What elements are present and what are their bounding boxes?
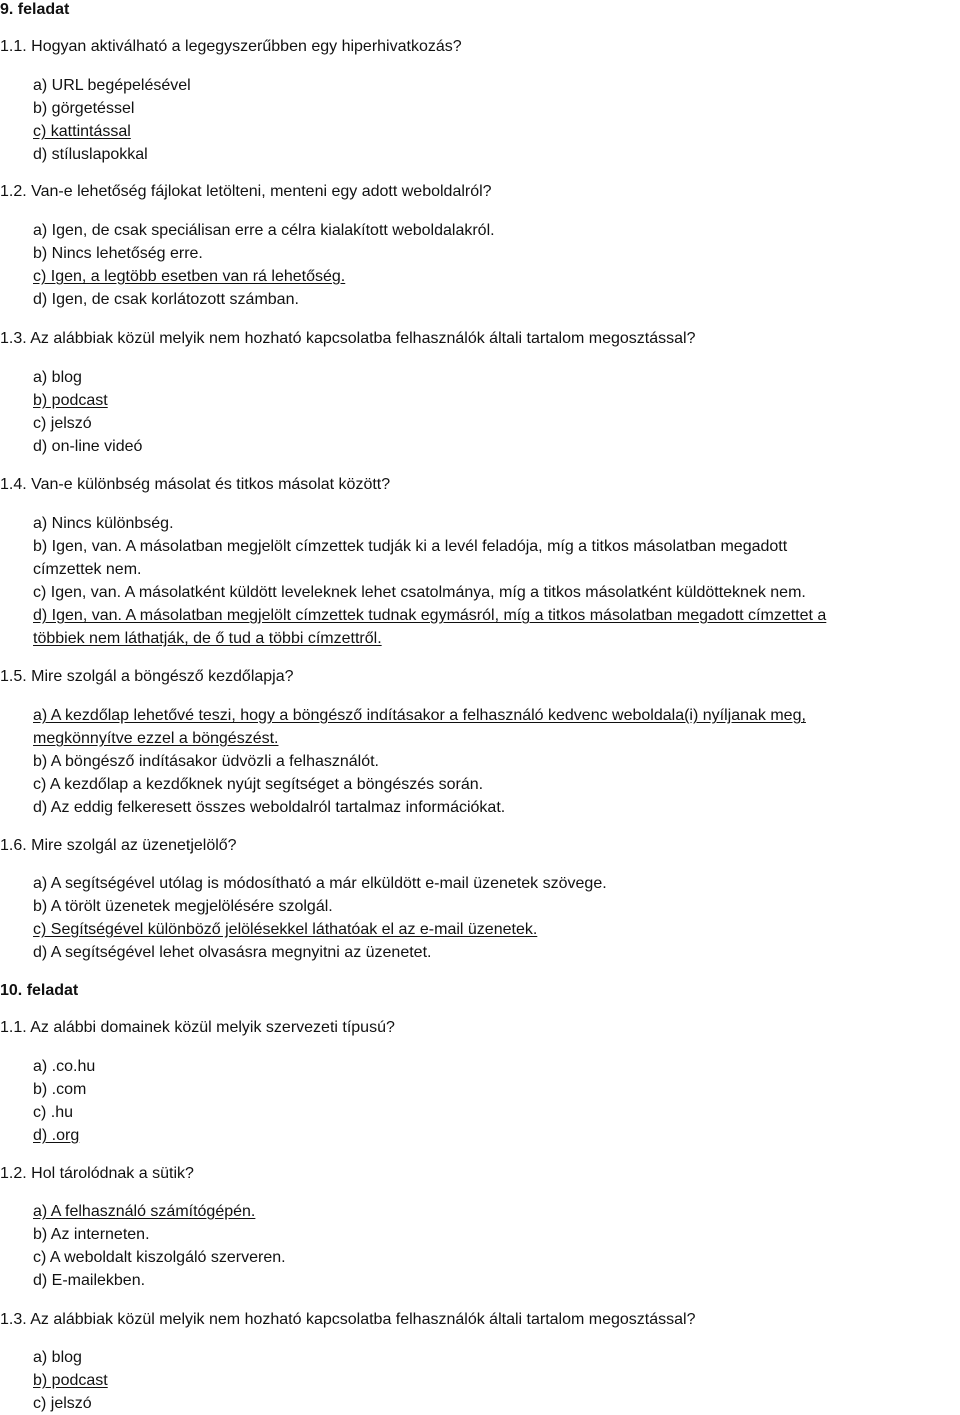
question-text: 1.5. Mire szolgál a böngésző kezdőlapja? [0, 668, 294, 685]
section-heading: 9. feladat [0, 1, 70, 18]
answer-option: a) .co.hu [33, 1058, 96, 1075]
answer-option: a) URL begépelésével [33, 77, 191, 94]
question-text: 1.1. Az alábbi domainek közül melyik szervezeti típusú? [0, 1019, 395, 1036]
answer-option: b) Igen, van. A másolatban megjelölt címzettek tudják ki a levél feladója, míg a titkos másolatban megadott [33, 538, 788, 555]
correct-answer-option: a) A felhasználó számítógépén. [33, 1203, 256, 1220]
question-text: 1.4. Van-e különbség másolat és titkos másolat között? [0, 476, 391, 493]
correct-answer-option: c) Igen, a legtöbb esetben van rá lehetőség. [33, 268, 346, 285]
answer-option: a) Nincs különbség. [33, 515, 174, 532]
answer-option: b) A böngésző indításakor üdvözli a felhasználót. [33, 753, 379, 770]
answer-option: b) Nincs lehetőség erre. [33, 245, 203, 262]
question-text: 1.3. Az alábbiak közül melyik nem hozható kapcsolatba felhasználók általi tartalom megosztással? [0, 330, 696, 347]
correct-answer-option: b) podcast [33, 392, 108, 409]
correct-answer-option: a) A kezdőlap lehetővé teszi, hogy a böngésző indításakor a felhasználó kedvenc weboldala(i) nyíljanak meg, [33, 707, 806, 724]
answer-option: c) .hu [33, 1104, 74, 1121]
answer-option: d) on-line videó [33, 438, 143, 455]
answer-option: a) Igen, de csak speciálisan erre a célra kialakított weboldalakról. [33, 222, 495, 239]
answer-option: b) Az interneten. [33, 1226, 150, 1243]
question-text: 1.2. Van-e lehetőség fájlokat letölteni, menteni egy adott weboldalról? [0, 183, 492, 200]
answer-option: b) görgetéssel [33, 100, 135, 117]
correct-answer-option: többiek nem láthatják, de ő tud a többi címzettről. [33, 630, 382, 647]
answer-option: c) A kezdőlap a kezdőknek nyújt segítséget a böngészés során. [33, 776, 484, 793]
answer-option: a) blog [33, 369, 82, 386]
answer-option: a) A segítségével utólag is módosítható a már elküldött e-mail üzenetek szövege. [33, 875, 607, 892]
correct-answer-option: c) kattintással [33, 123, 131, 140]
answer-option: c) Igen, van. A másolatként küldött leveleknek lehet csatolmánya, míg a titkos másolatként küldötteknek nem. [33, 584, 806, 601]
answer-option: d) Igen, de csak korlátozott számban. [33, 291, 299, 308]
answer-option: d) A segítségével lehet olvasásra megnyitni az üzenetet. [33, 944, 432, 961]
answer-option: c) jelszó [33, 1395, 92, 1412]
answer-option: b) .com [33, 1081, 87, 1098]
answer-option: c) jelszó [33, 415, 92, 432]
answer-option: c) A weboldalt kiszolgáló szerveren. [33, 1249, 286, 1266]
correct-answer-option: megkönnyítve ezzel a böngészést. [33, 730, 279, 747]
correct-answer-option: c) Segítségével különböző jelölésekkel láthatóak el az e-mail üzenetek. [33, 921, 538, 938]
answer-option: a) blog [33, 1349, 82, 1366]
correct-answer-option: b) podcast [33, 1372, 108, 1389]
question-text: 1.2. Hol tárolódnak a sütik? [0, 1165, 194, 1182]
question-text: 1.1. Hogyan aktiválható a legegyszerűbben egy hiperhivatkozás? [0, 38, 462, 55]
answer-option: d) stíluslapokkal [33, 146, 148, 163]
question-text: 1.3. Az alábbiak közül melyik nem hozható kapcsolatba felhasználók általi tartalom megosztással? [0, 1311, 696, 1328]
answer-option: címzettek nem. [33, 561, 142, 578]
correct-answer-option: d) Igen, van. A másolatban megjelölt címzettek tudnak egymásról, míg a titkos másolatban megadott címzettet a [33, 607, 827, 624]
answer-option: d) Az eddig felkeresett összes weboldalról tartalmaz információkat. [33, 799, 506, 816]
question-text: 1.6. Mire szolgál az üzenetjelölő? [0, 837, 237, 854]
correct-answer-option: d) .org [33, 1127, 80, 1144]
section-heading: 10. feladat [0, 982, 79, 999]
answer-option: d) E-mailekben. [33, 1272, 146, 1289]
answer-option: b) A törölt üzenetek megjelölésére szolgál. [33, 898, 333, 915]
